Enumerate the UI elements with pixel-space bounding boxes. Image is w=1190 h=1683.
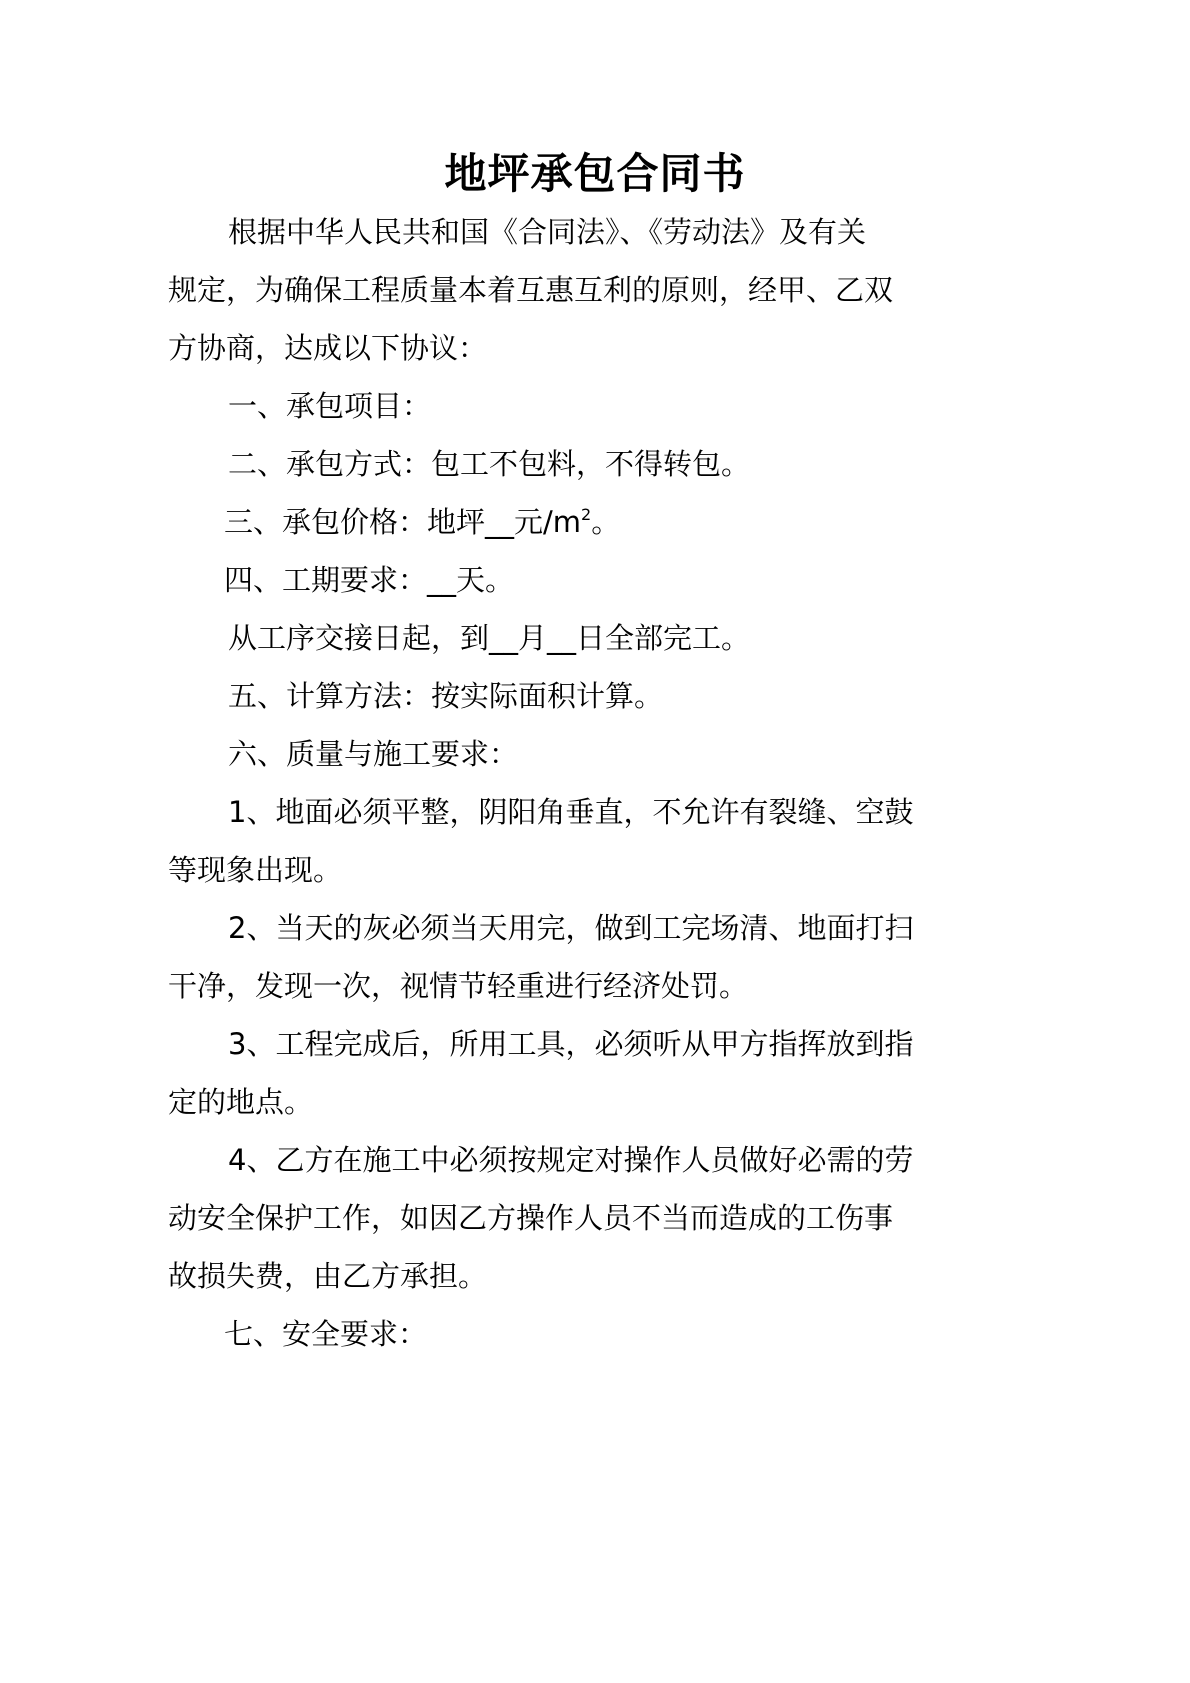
clause-6-heading: 六、质量与施工要求：	[228, 737, 519, 771]
clause-4-duration: 四、工期要求：__天。	[224, 563, 515, 597]
paragraph-line: 动安全保护工作，如因乙方操作人员不当而造成的工伤事	[168, 1201, 894, 1235]
clause-6-item-1: 1、地面必须平整，阴阳角垂直，不允许有裂缝、空鼓	[228, 795, 914, 829]
clause-5-calculation: 五、计算方法：按实际面积计算。	[228, 679, 664, 713]
document-title: 地坪承包合同书	[444, 149, 746, 198]
paragraph-line: 规定，为确保工程质量本着互惠互利的原则，经甲、乙双	[168, 273, 894, 307]
clause-3-price-text: 三、承包价格：地坪__元/m	[224, 505, 582, 539]
paragraph-line: 定的地点。	[168, 1085, 314, 1119]
clause-7-heading: 七、安全要求：	[224, 1317, 428, 1351]
superscript-2: 2	[581, 505, 592, 524]
paragraph-line: 干净，发现一次，视情节轻重进行经济处罚。	[168, 969, 749, 1003]
paragraph-line: 根据中华人民共和国《合同法》、《劳动法》及有关	[228, 215, 867, 249]
paragraph-line: 等现象出现。	[168, 853, 343, 887]
clause-6-item-2: 2、当天的灰必须当天用完，做到工完场清、地面打扫	[228, 911, 914, 945]
clause-6-item-4: 4、乙方在施工中必须按规定对操作人员做好必需的劳	[228, 1143, 914, 1177]
paragraph-line: 故损失费，由乙方承担。	[168, 1259, 488, 1293]
clause-1-project: 一、承包项目：	[228, 389, 432, 423]
clause-2-method: 二、承包方式：包工不包料，不得转包。	[228, 447, 751, 481]
paragraph-line: 方协商，达成以下协议：	[168, 331, 488, 365]
clause-3-price-end: 。	[591, 505, 621, 539]
clause-4-completion: 从工序交接日起，到__月__日全部完工。	[228, 621, 751, 655]
clause-3-price	[224, 502, 620, 542]
clause-6-item-3: 3、工程完成后，所用工具，必须听从甲方指挥放到指	[228, 1027, 914, 1061]
